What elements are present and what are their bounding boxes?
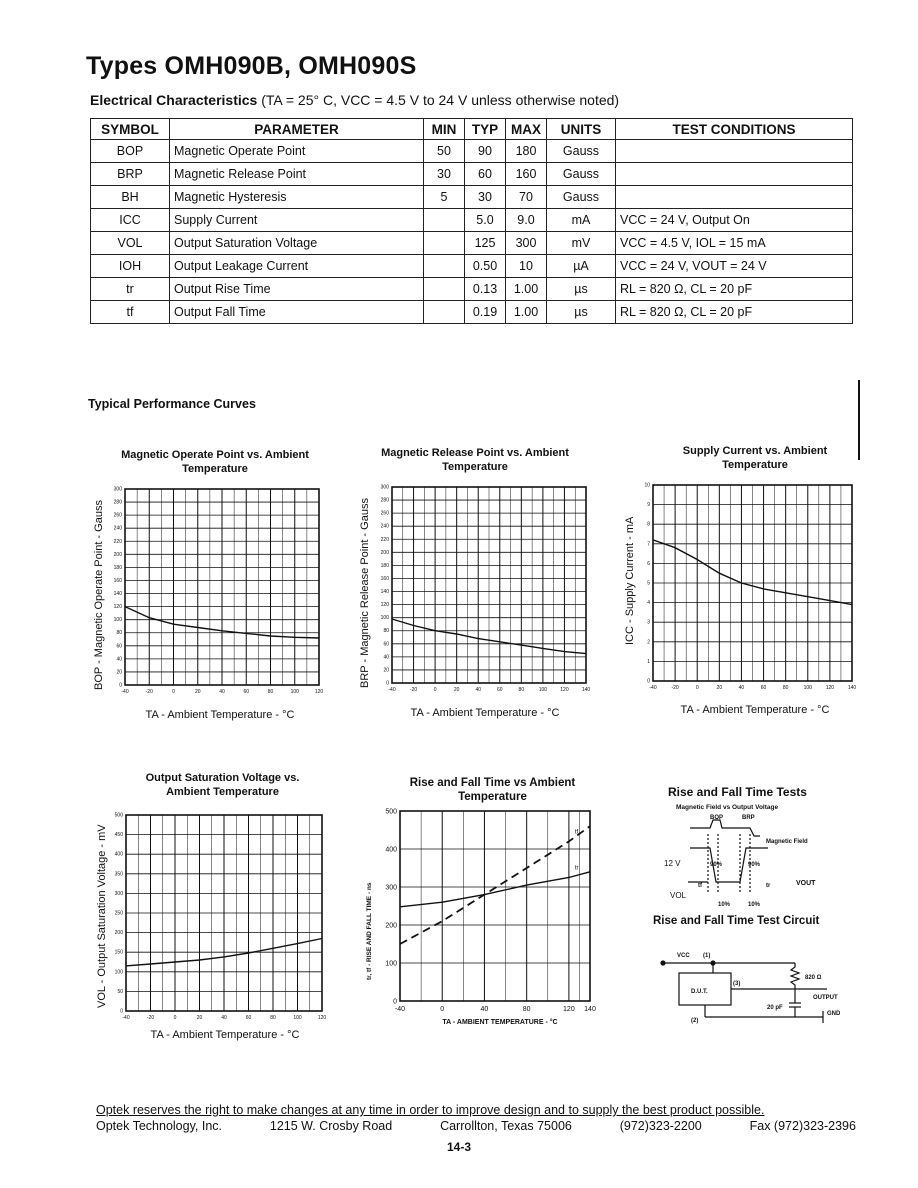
p90b-label: 90% <box>748 862 761 868</box>
y-tick-label: 0 <box>647 678 650 685</box>
x-tick-label: -20 <box>409 687 418 693</box>
table-row <box>91 209 853 232</box>
y-tick-label: 0 <box>120 1008 123 1015</box>
y-tick-label: 400 <box>385 846 397 854</box>
table-row <box>91 255 853 278</box>
data-point <box>413 625 414 626</box>
chart2-title: Magnetic Release Point vs. Ambient Temperature <box>381 447 569 473</box>
x-tick-label: 0 <box>172 689 175 695</box>
y-tick-label: 0 <box>393 998 397 1006</box>
series-label: tr <box>574 865 579 872</box>
y-tick-label: 350 <box>114 871 123 878</box>
data-point <box>124 606 125 607</box>
data-point <box>499 641 500 642</box>
data-point <box>568 877 569 878</box>
y-tick-label: 180 <box>380 562 389 569</box>
y-tick-label: 0 <box>119 682 122 689</box>
col-conditions: TEST CONDITIONS <box>616 119 853 140</box>
series-label: tf <box>574 829 579 836</box>
x-tick-label: -40 <box>394 1006 406 1013</box>
cell-min <box>424 255 465 278</box>
y-tick-label: 20 <box>383 667 389 674</box>
y-tick-label: 60 <box>383 641 389 648</box>
x-tick-label: 40 <box>738 685 745 691</box>
table-row <box>91 232 853 255</box>
data-point <box>297 943 298 944</box>
cell-parameter: Magnetic Operate Point <box>170 140 424 163</box>
cell-conditions: VCC = 24 V, Output On <box>616 209 853 232</box>
x-tick-label: -40 <box>122 1015 130 1021</box>
y-tick-label: 100 <box>380 615 389 622</box>
x-tick-label: 80 <box>270 1015 276 1021</box>
data-point <box>542 648 543 649</box>
cell-units: Gauss <box>547 140 616 163</box>
cell-units: µs <box>547 278 616 301</box>
x-tick-label: 20 <box>716 685 723 691</box>
plot-frame <box>400 811 590 1001</box>
y-tick-label: 160 <box>113 577 122 584</box>
chart1-title: Magnetic Operate Point vs. Ambient Temperature <box>121 449 309 475</box>
dut-label: D.U.T. <box>691 989 708 995</box>
y-tick-label: 2 <box>647 639 650 646</box>
x-tick-label: 140 <box>847 685 857 691</box>
col-symbol: SYMBOL <box>91 119 170 140</box>
cell-symbol: tr <box>91 278 170 301</box>
caption-bold: Electrical Characteristics <box>90 92 258 108</box>
chart4-title: Output Saturation Voltage vs. Ambient Temperature <box>145 772 300 798</box>
cell-typ: 90 <box>465 140 506 163</box>
y-tick-label: 200 <box>380 549 389 556</box>
cell-max: 9.0 <box>506 209 547 232</box>
cell-units: µs <box>547 301 616 324</box>
y-tick-label: 140 <box>113 591 122 598</box>
p90a-label: 90% <box>710 862 723 868</box>
cell-units: mV <box>547 232 616 255</box>
data-point <box>272 948 273 949</box>
v12-label: 12 V <box>664 859 681 868</box>
y-tick-label: 260 <box>380 510 389 517</box>
chart5-xlabel: TA - AMBIENT TEMPERATURE - °C <box>442 1019 558 1026</box>
chart1-ylabel: BOP - Magnetic Operate Point - Gauss <box>93 500 105 690</box>
footer-phone: (972)323-2200 <box>619 1119 702 1133</box>
cell-symbol: BRP <box>91 163 170 186</box>
y-tick-label: 100 <box>114 969 123 976</box>
data-point <box>197 627 198 628</box>
brp-label: BRP <box>742 815 755 821</box>
y-tick-label: 280 <box>113 499 122 506</box>
cell-max: 300 <box>506 232 547 255</box>
data-point <box>697 559 698 560</box>
tf-label: tf <box>698 883 702 889</box>
cell-parameter: Output Saturation Voltage <box>170 232 424 255</box>
data-point <box>435 630 436 631</box>
y-tick-label: 100 <box>385 960 397 968</box>
test-subtitle: Magnetic Field vs Output Voltage <box>676 804 779 811</box>
x-tick-label: 60 <box>243 689 250 695</box>
x-tick-label: -40 <box>121 689 129 695</box>
data-point <box>521 645 522 646</box>
x-tick-label: 120 <box>314 689 324 695</box>
y-tick-label: 120 <box>113 604 122 611</box>
data-point <box>150 963 151 964</box>
data-point <box>246 633 247 634</box>
x-tick-label: 0 <box>433 687 437 693</box>
field-label: Magnetic Field <box>766 839 808 845</box>
field-waveform <box>690 820 760 836</box>
bop-label: BOP <box>710 815 724 821</box>
series-line-tf <box>400 826 590 944</box>
y-tick-label: 300 <box>114 890 123 897</box>
data-point <box>456 633 457 634</box>
cell-max: 1.00 <box>506 278 547 301</box>
y-tick-label: 80 <box>383 628 389 635</box>
cell-units: Gauss <box>547 163 616 186</box>
table-body <box>91 140 853 324</box>
x-tick-label: 140 <box>581 687 591 693</box>
cell-min: 50 <box>424 140 465 163</box>
timing-diagram <box>660 812 840 912</box>
cell-typ: 5.0 <box>465 209 506 232</box>
chart4-ylabel: VOL - Output Saturation Voltage - mV <box>96 824 108 1008</box>
chart5-title: Rise and Fall Time vs Ambient Temperature <box>409 777 576 803</box>
x-tick-label: -20 <box>145 689 153 695</box>
y-tick-label: 300 <box>385 884 397 892</box>
y-tick-label: 9 <box>647 502 650 509</box>
y-tick-label: 140 <box>380 589 389 596</box>
x-tick-label: 120 <box>563 1006 575 1013</box>
x-tick-label: 20 <box>194 689 201 695</box>
cell-min: 30 <box>424 163 465 186</box>
data-point <box>741 582 742 583</box>
col-typ: TYP <box>465 119 506 140</box>
node <box>661 961 665 965</box>
data-point <box>526 885 527 886</box>
x-tick-label: 0 <box>440 1006 445 1013</box>
data-point <box>652 539 653 540</box>
cell-units: mA <box>547 209 616 232</box>
cell-max: 180 <box>506 140 547 163</box>
data-point <box>399 943 400 944</box>
y-tick-label: 150 <box>114 949 123 956</box>
cell-max: 10 <box>506 255 547 278</box>
table-header-row <box>91 119 853 140</box>
y-tick-label: 6 <box>647 560 650 567</box>
x-tick-label: -20 <box>146 1015 155 1021</box>
y-tick-label: 20 <box>116 669 122 676</box>
x-tick-label: 60 <box>245 1015 252 1021</box>
cell-parameter: Magnetic Release Point <box>170 163 424 186</box>
x-tick-label: 20 <box>453 687 460 693</box>
pin3-label: (3) <box>733 981 741 987</box>
cell-max: 70 <box>506 186 547 209</box>
y-tick-label: 500 <box>385 808 397 816</box>
tr-label: tr <box>766 883 771 889</box>
footer-address: 1215 W. Crosby Road <box>269 1119 393 1133</box>
capacitor-label: 20 pF <box>767 1005 783 1011</box>
col-units: UNITS <box>547 119 616 140</box>
footer-fax: Fax (972)323-2396 <box>749 1119 856 1133</box>
y-tick-label: 1 <box>647 658 650 665</box>
electrical-characteristics-table <box>90 118 853 324</box>
series-line-tr <box>400 872 590 907</box>
x-tick-label: 120 <box>317 1015 327 1021</box>
x-tick-label: -40 <box>649 685 657 691</box>
table-row <box>91 301 853 324</box>
cell-conditions <box>616 163 853 186</box>
chart5-ylabel: tr, tf - RISE AND FALL TIME - ns <box>366 882 373 980</box>
resistor-label: 820 Ω <box>805 975 822 981</box>
data-point <box>526 867 527 868</box>
chart3-title: Supply Current vs. Ambient Temperature <box>682 445 828 471</box>
x-tick-label: 0 <box>173 1015 177 1021</box>
x-tick-label: 100 <box>803 685 812 691</box>
cell-units: Gauss <box>547 186 616 209</box>
x-tick-label: 140 <box>584 1006 596 1013</box>
x-tick-label: 60 <box>760 685 767 691</box>
data-point <box>294 637 295 638</box>
test-title: Rise and Fall Time Tests <box>668 785 807 799</box>
margin-bar <box>858 380 860 460</box>
y-tick-label: 5 <box>647 580 650 587</box>
x-tick-label: 120 <box>560 687 569 693</box>
test-circuit <box>655 945 855 1030</box>
y-tick-label: 300 <box>113 486 122 493</box>
x-tick-label: -40 <box>388 687 396 693</box>
x-tick-label: 100 <box>290 689 299 695</box>
data-point <box>391 618 392 619</box>
footer-disclaimer: Optek reserves the right to make changes at any time in order to improve design and to supply the best product possible. <box>96 1103 765 1117</box>
cell-symbol: ICC <box>91 209 170 232</box>
y-tick-label: 3 <box>647 619 650 626</box>
y-tick-label: 40 <box>383 654 389 661</box>
y-tick-label: 160 <box>380 575 389 582</box>
x-tick-label: 100 <box>538 687 548 693</box>
x-tick-label: 100 <box>293 1015 302 1021</box>
page-number: 14-3 <box>447 1140 472 1154</box>
data-point <box>829 600 830 601</box>
chart1-xlabel: TA - Ambient Temperature - °C <box>145 709 295 721</box>
data-point <box>807 596 808 597</box>
x-tick-label: 60 <box>496 687 503 693</box>
y-tick-label: 100 <box>113 617 122 624</box>
cell-parameter: Output Fall Time <box>170 301 424 324</box>
chart2-svg <box>362 481 602 696</box>
vcc-label: VCC <box>677 953 690 959</box>
data-point <box>174 961 175 962</box>
circuit-title: Rise and Fall Time Test Circuit <box>653 915 820 927</box>
y-tick-label: 120 <box>380 602 389 609</box>
cell-conditions: VCC = 24 V, VOUT = 24 V <box>616 255 853 278</box>
data-point <box>321 938 322 939</box>
cell-min <box>424 301 465 324</box>
y-tick-label: 200 <box>385 922 397 930</box>
chart1-svg <box>95 483 335 698</box>
y-tick-label: 7 <box>647 541 650 548</box>
x-tick-label: 120 <box>825 685 835 691</box>
page-title: Types OMH090B, OMH090S <box>86 52 417 80</box>
data-point <box>478 638 479 639</box>
y-tick-label: 260 <box>113 512 122 519</box>
pin2-label: (2) <box>691 1018 699 1024</box>
data-point <box>318 637 319 638</box>
y-tick-label: 8 <box>647 521 650 528</box>
x-tick-label: 80 <box>522 1006 531 1013</box>
y-tick-label: 10 <box>644 482 650 489</box>
data-point <box>125 965 126 966</box>
output-label: OUTPUT <box>813 995 838 1001</box>
cell-min <box>424 278 465 301</box>
table-row <box>91 278 853 301</box>
y-tick-label: 4 <box>647 600 650 607</box>
chart2-ylabel: BRP - Magnetic Release Point - Gauss <box>359 498 371 688</box>
cell-symbol: IOH <box>91 255 170 278</box>
p10b-label: 10% <box>748 902 761 908</box>
cell-max: 160 <box>506 163 547 186</box>
cell-parameter: Output Leakage Current <box>170 255 424 278</box>
data-point <box>564 651 565 652</box>
table-row <box>91 140 853 163</box>
y-tick-label: 50 <box>117 988 123 995</box>
col-parameter: PARAMETER <box>170 119 424 140</box>
cell-parameter: Supply Current <box>170 209 424 232</box>
cell-typ: 60 <box>465 163 506 186</box>
chart3-svg <box>628 479 863 694</box>
chart3-ylabel: ICC - Supply Current - mA <box>624 516 636 645</box>
cell-symbol: tf <box>91 301 170 324</box>
caption-rest: (TA = 25° C, VCC = 4.5 V to 24 V unless otherwise noted) <box>257 92 620 108</box>
y-tick-label: 200 <box>113 551 122 558</box>
x-tick-label: 40 <box>221 1015 227 1021</box>
data-point <box>442 902 443 903</box>
section-title: Typical Performance Curves <box>88 397 256 411</box>
cell-symbol: BH <box>91 186 170 209</box>
cell-conditions <box>616 186 853 209</box>
cell-typ: 0.50 <box>465 255 506 278</box>
cell-min <box>424 209 465 232</box>
table-caption <box>90 92 619 108</box>
data-point <box>585 653 586 654</box>
cell-conditions: RL = 820 Ω, CL = 20 pF <box>616 301 853 324</box>
cell-parameter: Magnetic Hysteresis <box>170 186 424 209</box>
cell-conditions: RL = 820 Ω, CL = 20 pF <box>616 278 853 301</box>
data-point <box>675 547 676 548</box>
data-point <box>149 617 150 618</box>
data-point <box>221 630 222 631</box>
cell-symbol: BOP <box>91 140 170 163</box>
x-tick-label: 20 <box>196 1015 203 1021</box>
y-tick-label: 40 <box>116 656 122 663</box>
x-tick-label: 40 <box>219 689 225 695</box>
y-tick-label: 250 <box>114 910 123 917</box>
footer-contact <box>96 1119 856 1133</box>
vol-label: VOL <box>670 891 687 900</box>
data-point <box>270 635 271 636</box>
x-tick-label: -20 <box>671 685 679 691</box>
x-tick-label: 80 <box>518 687 525 693</box>
y-tick-label: 60 <box>116 643 122 650</box>
footer-company: Optek Technology, Inc. <box>96 1119 223 1133</box>
cell-max: 1.00 <box>506 301 547 324</box>
y-tick-label: 280 <box>380 497 389 504</box>
data-point <box>851 604 852 605</box>
chart4-svg <box>100 809 340 1025</box>
y-tick-label: 0 <box>386 680 389 687</box>
y-tick-label: 180 <box>113 564 122 571</box>
table-row <box>91 186 853 209</box>
cell-typ: 0.19 <box>465 301 506 324</box>
cell-symbol: VOL <box>91 232 170 255</box>
data-point <box>248 952 249 953</box>
data-point <box>589 826 590 827</box>
data-point <box>442 921 443 922</box>
data-point <box>484 894 485 895</box>
footer-city: Carrollton, Texas 75006 <box>440 1119 572 1133</box>
chart2-xlabel: TA - Ambient Temperature - °C <box>410 707 560 719</box>
y-tick-label: 400 <box>114 851 123 858</box>
p10a-label: 10% <box>718 902 731 908</box>
cell-typ: 125 <box>465 232 506 255</box>
x-tick-label: 0 <box>695 685 699 691</box>
cell-parameter: Output Rise Time <box>170 278 424 301</box>
table-row <box>91 163 853 186</box>
y-tick-label: 240 <box>380 523 389 530</box>
chart3-xlabel: TA - Ambient Temperature - °C <box>680 704 830 716</box>
cell-conditions: VCC = 4.5 V, IOL = 15 mA <box>616 232 853 255</box>
data-point <box>589 871 590 872</box>
x-tick-label: 40 <box>475 687 482 693</box>
x-tick-label: 40 <box>480 1006 489 1013</box>
data-point <box>568 841 569 842</box>
data-point <box>223 956 224 957</box>
x-tick-label: 80 <box>267 689 274 695</box>
col-max: MAX <box>506 119 547 140</box>
y-tick-label: 300 <box>380 484 389 491</box>
cell-min: 5 <box>424 186 465 209</box>
y-tick-label: 220 <box>380 536 389 543</box>
chart4-xlabel: TA - Ambient Temperature - °C <box>150 1029 300 1041</box>
data-point <box>719 573 720 574</box>
col-min: MIN <box>424 119 465 140</box>
y-tick-label: 80 <box>116 630 122 637</box>
data-point <box>199 959 200 960</box>
data-point <box>785 592 786 593</box>
y-tick-label: 220 <box>113 538 122 545</box>
cell-typ: 30 <box>465 186 506 209</box>
data-point <box>173 624 174 625</box>
chart5-svg <box>362 805 602 1020</box>
cell-min <box>424 232 465 255</box>
cell-units: µA <box>547 255 616 278</box>
x-tick-label: 80 <box>782 685 789 691</box>
resistor <box>791 963 799 989</box>
data-point <box>399 906 400 907</box>
cell-conditions <box>616 140 853 163</box>
vout-label: VOUT <box>796 880 816 887</box>
y-tick-label: 450 <box>114 832 123 839</box>
cell-typ: 0.13 <box>465 278 506 301</box>
pin1-label: (1) <box>703 953 711 959</box>
y-tick-label: 240 <box>113 525 122 532</box>
gnd-label: GND <box>827 1011 841 1017</box>
y-tick-label: 200 <box>114 930 123 937</box>
data-point <box>763 588 764 589</box>
y-tick-label: 500 <box>114 812 123 819</box>
